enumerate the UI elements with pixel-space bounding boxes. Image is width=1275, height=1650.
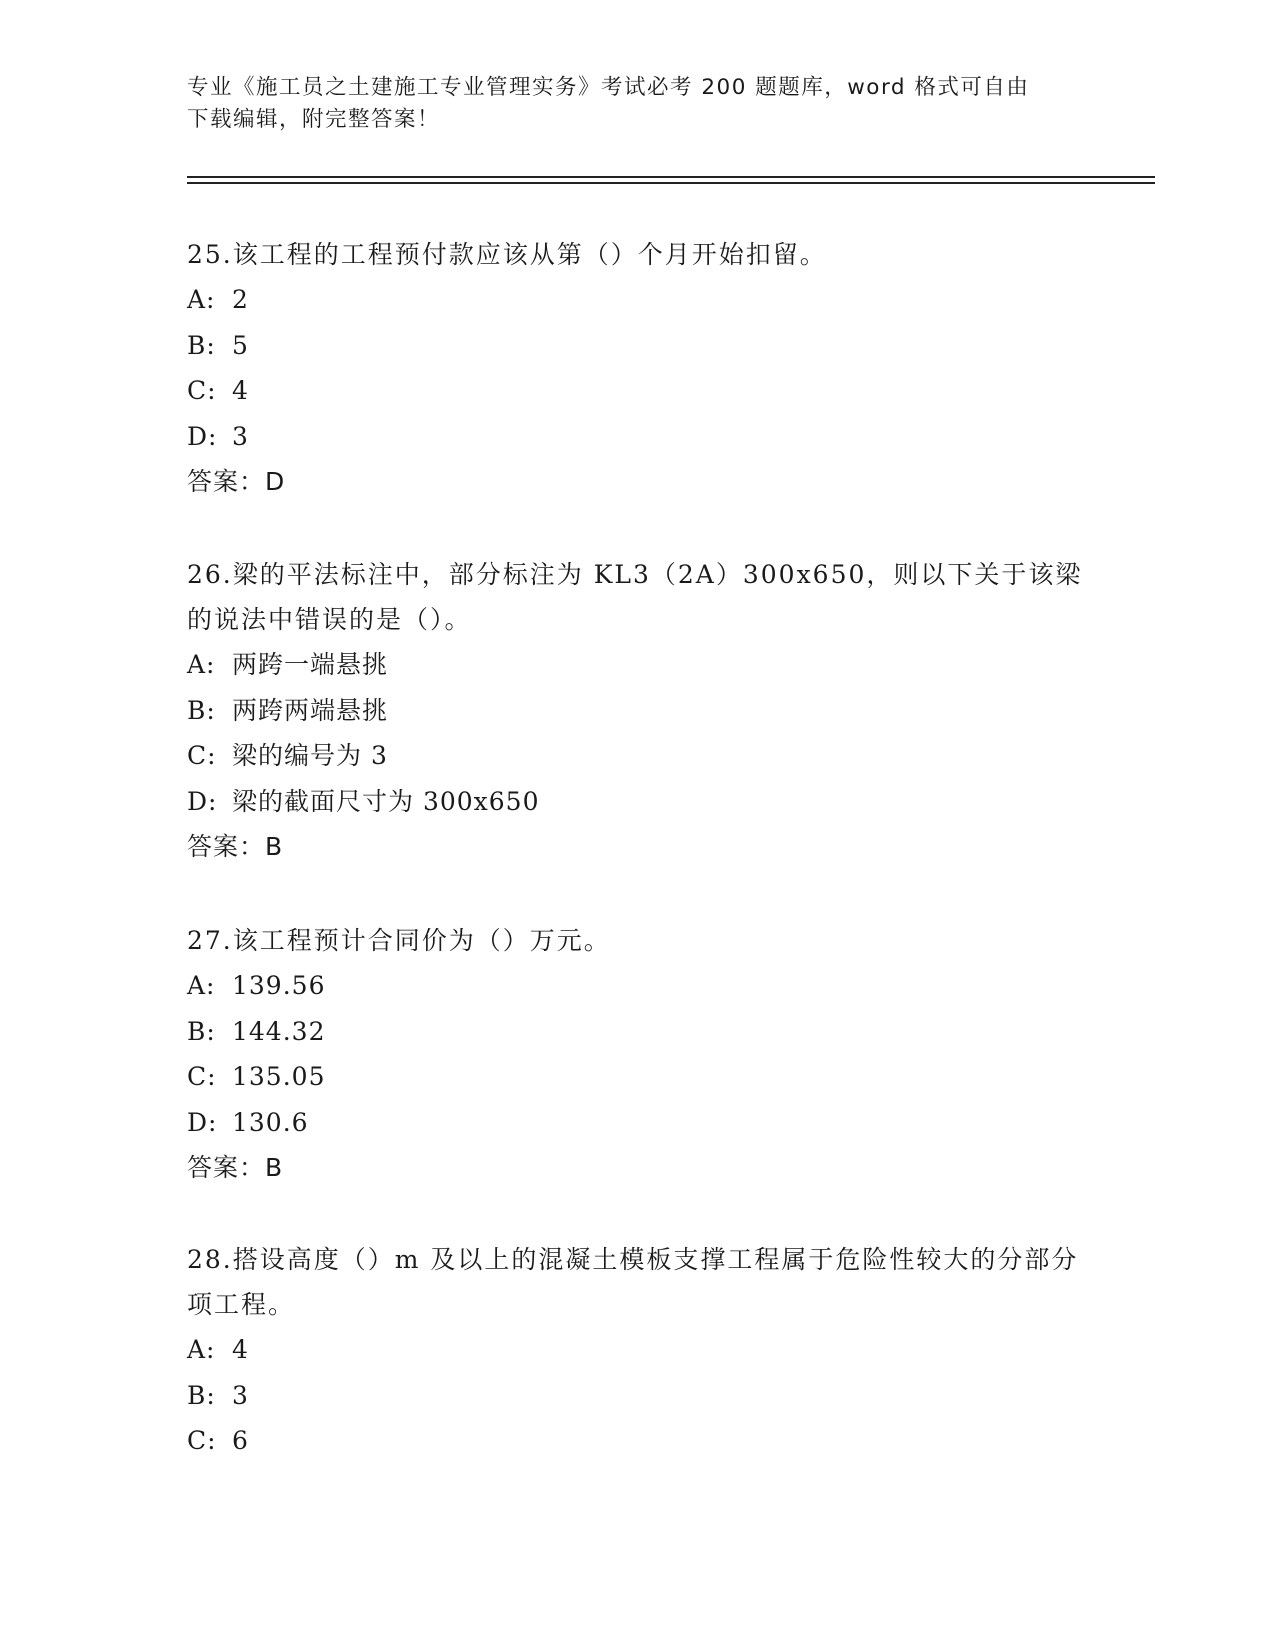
option-text: 梁的截面尺寸为 300x650 (232, 786, 540, 816)
option-text: 3 (232, 421, 249, 451)
option-text: 135.05 (232, 1062, 326, 1091)
header-line-1: 专业《施工员之土建施工专业管理实务》考试必考 200 题题库，word 格式可自由 (187, 75, 1030, 100)
option-b (187, 688, 1087, 734)
option-b (187, 323, 1087, 369)
option-key: C: (187, 1426, 217, 1455)
option-key: D: (187, 1107, 218, 1137)
option-key: B: (187, 1380, 216, 1410)
option-a (187, 642, 1087, 688)
option-text: 5 (232, 330, 249, 360)
option-key: A: (187, 1335, 216, 1364)
question-stem: 27.该工程预计合同价为（）万元。 (187, 926, 611, 955)
option-a (187, 1327, 1087, 1373)
question-27 (187, 918, 1087, 1190)
option-key: A: (187, 650, 216, 679)
option-b (187, 1009, 1087, 1055)
option-key: D: (187, 421, 218, 451)
option-key: C: (187, 741, 217, 770)
option-text: 两跨两端悬挑 (232, 695, 389, 725)
option-text: 6 (232, 1426, 249, 1455)
option-text: 梁的编号为 3 (232, 741, 388, 770)
question-28 (187, 1237, 1087, 1464)
option-key: A: (187, 971, 216, 1000)
question-26 (187, 552, 1087, 869)
option-text: 139.56 (232, 971, 326, 1000)
option-text: 2 (232, 285, 249, 314)
option-key: B: (187, 1016, 216, 1046)
question-stem: 28.搭设高度（）m 及以上的混凝土模板支撑工程属于危险性较大的分部分项工程。 (187, 1245, 1079, 1319)
option-a (187, 963, 1087, 1009)
option-key: B: (187, 330, 216, 360)
option-a (187, 277, 1087, 323)
option-key: B: (187, 695, 216, 725)
header-divider-bottom (187, 182, 1155, 184)
answer-line: 答案：B (187, 1153, 284, 1182)
question-stem: 25.该工程的工程预付款应该从第（）个月开始扣留。 (187, 240, 827, 269)
option-text: 144.32 (232, 1016, 326, 1046)
option-d (187, 414, 1087, 460)
option-key: A: (187, 285, 216, 314)
option-key: C: (187, 376, 217, 405)
option-d (187, 1100, 1087, 1146)
header-line-2: 下载编辑，附完整答案！ (187, 107, 441, 132)
option-text: 4 (232, 1335, 249, 1364)
option-c (187, 368, 1087, 414)
question-stem: 26.梁的平法标注中，部分标注为 KL3（2A）300x650，则以下关于该梁的说法中错误的是（）。 (187, 560, 1083, 634)
option-text: 两跨一端悬挑 (232, 650, 389, 679)
option-c (187, 1418, 1087, 1464)
option-text: 3 (232, 1380, 249, 1410)
option-c (187, 1054, 1087, 1100)
option-c (187, 733, 1087, 779)
answer-line: 答案：B (187, 832, 284, 861)
option-text: 4 (232, 376, 249, 405)
option-b (187, 1373, 1087, 1419)
option-text: 130.6 (232, 1107, 309, 1137)
option-key: C: (187, 1062, 217, 1091)
header-divider-top (187, 176, 1155, 178)
document-header (187, 72, 1067, 136)
option-d (187, 779, 1087, 825)
question-25 (187, 232, 1087, 504)
option-key: D: (187, 786, 218, 816)
answer-line: 答案：D (187, 467, 286, 496)
